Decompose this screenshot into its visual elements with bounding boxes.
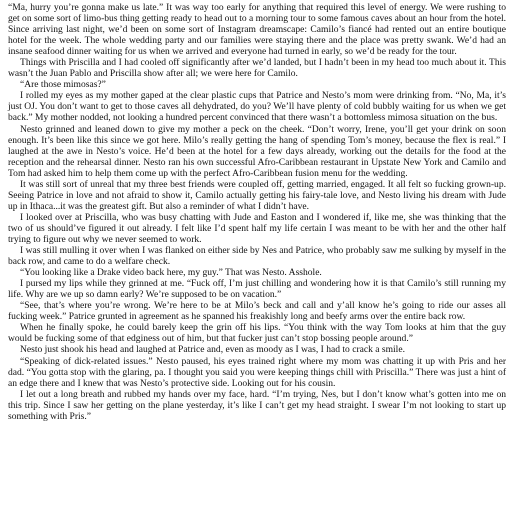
paragraph: I looked over at Priscilla, who was busy chatting with Jude and Easton and I wondered if, like me, she was thinking that the two of us should’ve figured it out already. I felt like I’d spent half my life certain I was meant to be with her and the other half trying to figure out why we never seemed to work. [8, 211, 506, 245]
paragraph: I was still mulling it over when I was flanked on either side by Nes and Patrice, who probably saw me sulking by myself in the back row, and came to do a welfare check. [8, 245, 506, 268]
paragraph: “Are those mimosas?” [20, 79, 106, 91]
paragraph: It was still sort of unreal that my three best friends were coupled off, getting married, engaged. It all felt so fucking grown-up. Seeing Patrice in love and not afraid to show it, Camilo actually getting his fairy-tale love, and Nesto living his dream with Jude up in Ithaca...it was the greatest gift. But also a reminder of what I didn’t have. [8, 178, 506, 212]
paragraph: “Ma, hurry you’re gonna make us late.” It was way too early for anything that required this level of energy. We were rushing to get on some sort of limo-bus thing getting ready to head out to a morning tour to some famous caves about an hour from the hotel. Since arriving last night, we’d been on some sort of Instagram dreamscape: Camilo’s fiancé had rented out an entire boutique hotel for the week. The whole wedding party and our families were staying there and the place was pretty swank. We’d had an insane seafood dinner waiting for us when we arrived and everyone had turned in early, so we’d be ready for the tour. [8, 2, 506, 58]
paragraph: “You looking like a Drake video back here, my guy.” That was Nesto. Asshole. [20, 267, 322, 279]
paragraph: “See, that’s where you’re wrong. We’re here to be at Milo’s beck and call and y’all know he’s going to ride our asses all fucking week.” Patrice grunted in agreement as he spanned his freakishly long and beefy arms over the entire back row. [8, 300, 506, 323]
paragraph: I let out a long breath and rubbed my hands over my face, hard. “I’m trying, Nes, but I don’t know what’s gotten into me on this trip. Since I saw her getting on the plane yesterday, it’s like I can’t get my head straight. I swear I’m not looking to start up something with Pris.” [8, 388, 506, 422]
paragraph: Nesto grinned and leaned down to give my mother a peck on the cheek. “Don’t worry, Irene, you’ll get your drink on soon enough. It’s been like this since we got here. Milo’s really getting the hang of spending Tom’s money, because the flex is real.” I laughed at the awe in Nesto’s voice. He’d been at the hotel for a few days already, working out the details for the food at the reception and the rehearsal dinner. Nesto ran his own successful Afro-Caribbean restaurant in Upstate New York and Camilo and Tom had asked him to help them come up with the perfect Afro-Caribbean fusion menu for the wedding. [8, 123, 506, 179]
paragraph: I pursed my lips while they grinned at me. “Fuck off, I’m just chilling and wondering how it is that Camilo’s still running my life. Why are we up so damn early? We’re supposed to be on vacation.” [8, 278, 506, 301]
paragraph: I rolled my eyes as my mother gaped at the clear plastic cups that Patrice and Nesto’s mom were drinking from. “No, Ma, it’s just OJ. You don’t want to get to those caves all dehydrated, do you? We’ll have plenty of cold bubbly waiting for us when we get back.” My mother nodded, not looking a hundred percent convinced that there wasn’t a bottomless mimosa situation on the bus. [8, 90, 506, 124]
paragraph: Nesto just shook his head and laughed at Patrice and, even as moody as I was, I had to crack a smile. [20, 344, 405, 356]
paragraph: “Speaking of dick-related issues.” Nesto paused, his eyes trained right where my mom was chatting it up with Pris and her dad. “You gotta stop with the glaring, pa. I thought you said you were keeping things chill with Priscilla.” There was just a hint of an edge there and I knew that was Nesto’s protective side. Looking out for his cousin. [8, 355, 506, 389]
paragraph: Things with Priscilla and I had cooled off significantly after we’d landed, but I hadn’t been in my head too much about it. This wasn’t the Juan Pablo and Priscilla show after all; we were here for Camilo. [8, 57, 506, 80]
paragraph: When he finally spoke, he could barely keep the grin off his lips. “You think with the way Tom looks at him that the guy would be fucking some of that edginess out of him, but that fucker just can’t stop bossing people around.” [8, 322, 506, 345]
